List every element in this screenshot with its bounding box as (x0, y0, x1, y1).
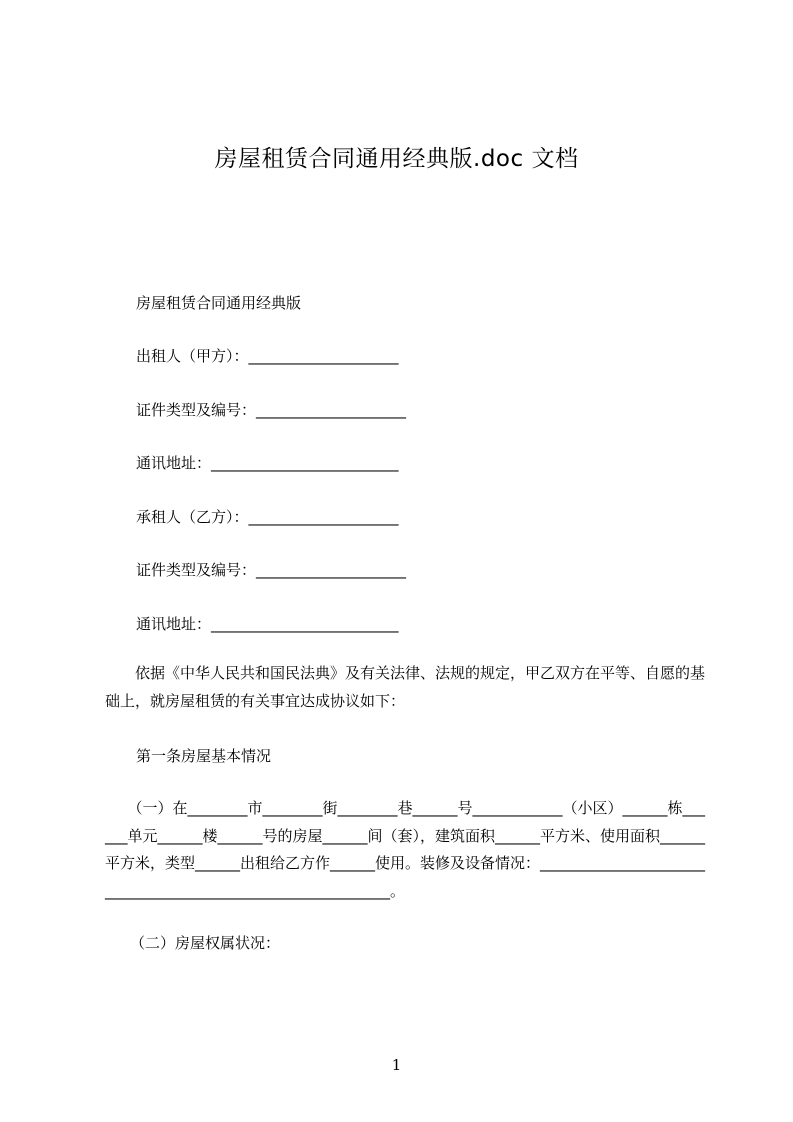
lessor-id-field: 证件类型及编号：____________________ (136, 401, 407, 419)
lessee-name-field: 承租人（乙方）：____________________ (136, 508, 399, 526)
document-title: 房屋租赁合同通用经典版.doc 文档 (214, 146, 579, 172)
intro-paragraph: 依据《中华人民共和国民法典》及有关法律、法规的规定，甲乙双方在平等、自愿的基础上，就房屋租赁的有关事宜达成协议如下： (105, 664, 706, 710)
article-1-subsection-2: （二）房屋权属状况： (130, 934, 281, 952)
lessee-id-field: 证件类型及编号：____________________ (136, 561, 407, 579)
lessor-address-field: 通讯地址：_________________________ (136, 454, 399, 472)
page-number: 1 (391, 1056, 402, 1074)
lessor-name-field: 出租人（甲方）：____________________ (136, 347, 399, 365)
lessee-address-field: 通讯地址：_________________________ (136, 615, 399, 633)
article-1-heading: 第一条房屋基本情况 (136, 747, 272, 765)
article-1-body: （一）在________市________街________巷______号____________（小区）______栋______单元______楼______号的房屋______间（套），建筑面积______平方米、使用面积______平方米，类型______出租给乙方作______使用。装修及设备情况：____________________________________________________________。 (105, 799, 706, 900)
contract-subtitle: 房屋租赁合同通用经典版 (136, 294, 302, 312)
